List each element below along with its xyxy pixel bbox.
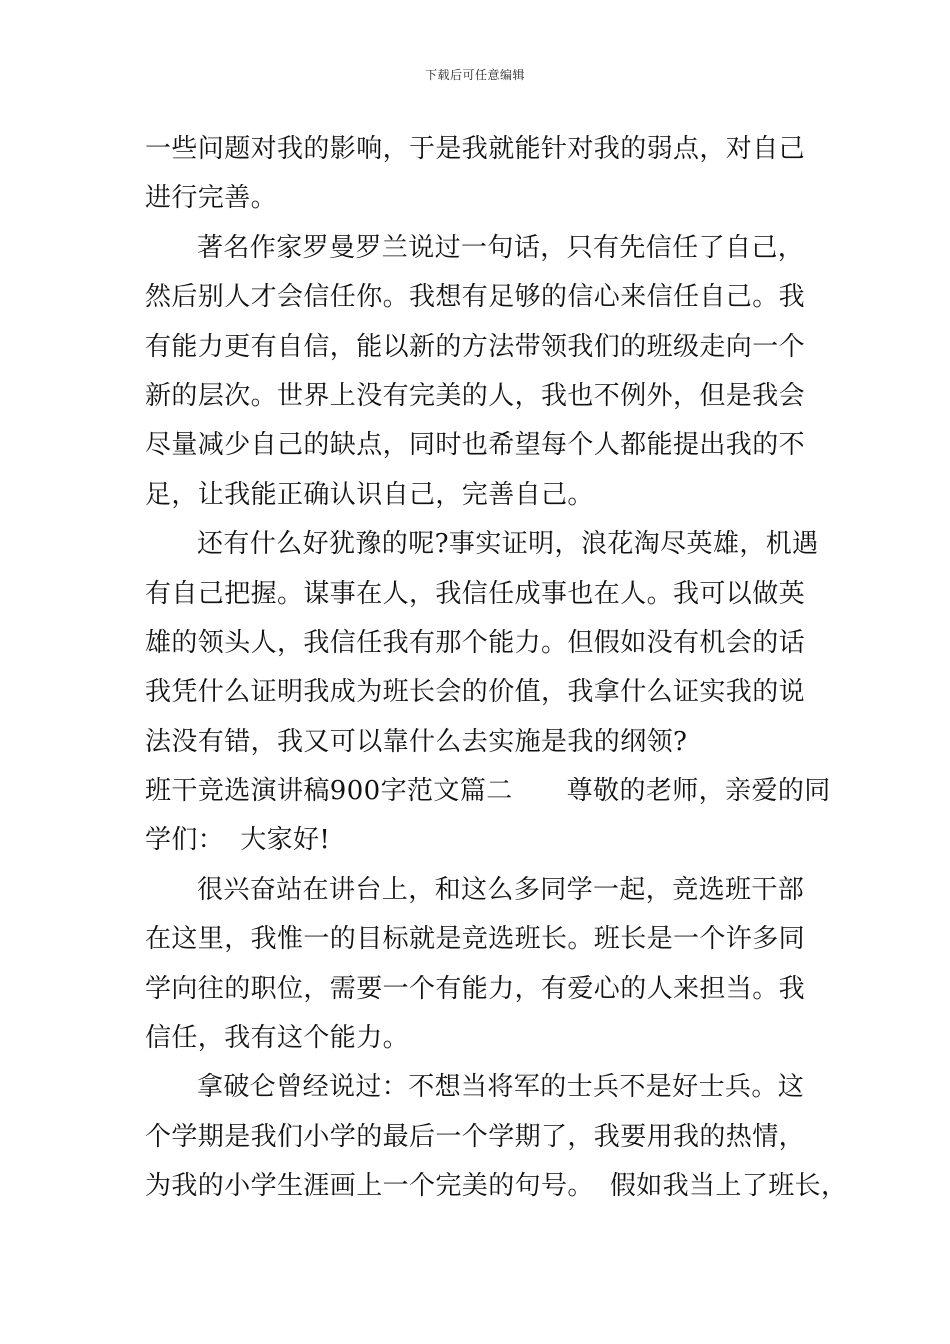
text-line: 个学期是我们小学的最后一个学期了，我要用我的热情， xyxy=(145,1121,806,1152)
paragraph-start-line: 著名作家罗曼罗兰说过一句话，只有先信任了自己， xyxy=(197,232,805,263)
text-line: 我凭什么证明我成为班长会的价值，我拿什么证实我的说 xyxy=(145,677,806,708)
salutation-end: 学们： xyxy=(145,825,225,856)
text-line: 法没有错，我又可以靠什么去实施是我的纲领? xyxy=(145,726,688,757)
paragraph-start-line: 拿破仑曾经说过：不想当将军的士兵不是好士兵。这 xyxy=(197,1072,805,1103)
section-title-line xyxy=(145,767,831,816)
salutation-start: 尊敬的老师，亲爱的同 xyxy=(566,776,831,807)
text-line: 足，让我能正确认识自己，完善自己。 xyxy=(145,479,594,510)
salutation-line xyxy=(145,816,817,865)
text-line xyxy=(145,1162,848,1211)
document-body xyxy=(145,125,848,1212)
text-line: 然后别人才会信任你。我想有足够的信心来信任自己。我 xyxy=(145,282,806,313)
text-line: 尽量减少自己的缺点，同时也希望每个人都能提出我的不 xyxy=(145,430,806,461)
text-line: 进行完善。 xyxy=(145,183,278,214)
text-segment: 为我的小学生涯画上一个完美的句号。 xyxy=(145,1171,594,1202)
section-title: 班干竞选演讲稿900字范文篇二 xyxy=(145,776,513,807)
text-segment: 假如我当上了班长， xyxy=(609,1171,848,1202)
page-header: 下载后可任意编辑 xyxy=(424,68,525,82)
text-line: 有能力更有自信，能以新的方法带领我们的班级走向一个 xyxy=(145,331,806,362)
paragraph-start-line: 还有什么好犹豫的呢?事实证明，浪花淘尽英雄，机遇 xyxy=(197,529,819,560)
paragraph-start-line: 很兴奋站在讲台上，和这么多同学一起，竞选班干部 xyxy=(197,874,805,905)
text-line: 有自己把握。谋事在人，我信任成事也在人。我可以做英 xyxy=(145,578,806,609)
text-line: 学向往的职位，需要一个有能力，有爱心的人来担当。我 xyxy=(145,973,806,1004)
greeting: 大家好! xyxy=(240,825,331,856)
text-line: 雄的领头人，我信任我有那个能力。但假如没有机会的话 xyxy=(145,627,806,658)
text-line: 新的层次。世界上没有完美的人，我也不例外，但是我会 xyxy=(145,380,806,411)
text-line: 一些问题对我的影响，于是我就能针对我的弱点，对自己 xyxy=(145,134,806,164)
text-line: 信任，我有这个能力。 xyxy=(145,1023,410,1054)
text-line: 在这里，我惟一的目标就是竞选班长。班长是一个许多同 xyxy=(145,924,806,955)
